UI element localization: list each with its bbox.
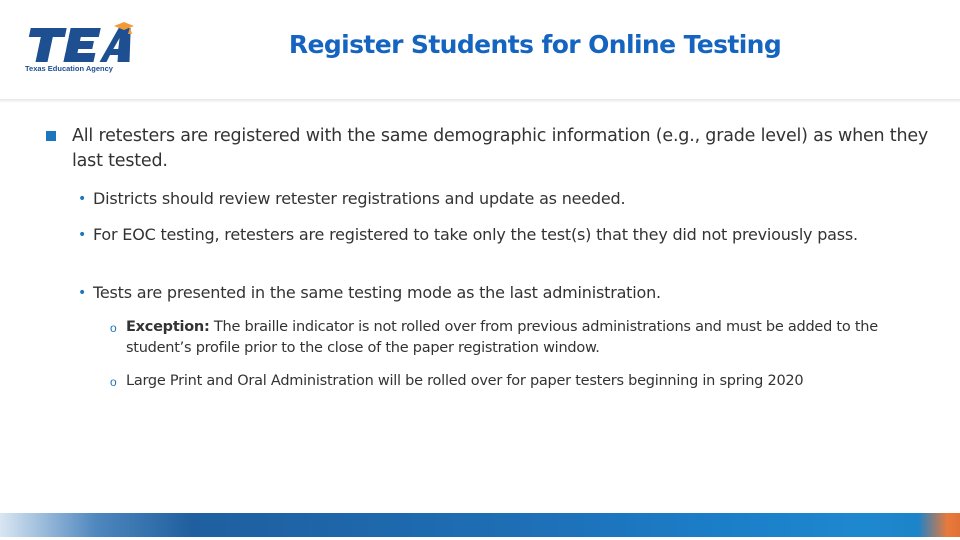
footer-orange-accent <box>918 513 960 537</box>
bullet-dot-icon: • <box>78 285 87 301</box>
bullet-dot-icon: • <box>78 191 87 207</box>
bullet-level1: All retesters are registered with the same demographic information (e.g., grade level) as when they last tested. <box>72 126 929 171</box>
sub-bullet-text: Districts should review retester registrations and update as needed. <box>93 189 626 208</box>
page-title: Register Students for Online Testing <box>288 30 782 59</box>
sub-sub-bullet-text: Large Print and Oral Administration will be rolled over for paper testers beginning in spring 2020 <box>126 373 804 389</box>
exception-label: Exception: <box>126 319 210 335</box>
bullet-dot-icon: • <box>78 227 87 243</box>
logo-subtitle: Texas Education Agency <box>25 64 113 73</box>
footer-blue-band <box>0 513 960 537</box>
circle-bullet-icon: o <box>110 321 117 335</box>
sub-bullet-text: For EOC testing, retesters are registered to take only the test(s) that they did not previously pass. <box>93 225 858 244</box>
square-bullet-icon <box>46 131 56 141</box>
exception-text: The braille indicator is not rolled over from previous administrations and must be added to the student’s profile prior to the close of the paper registration window. <box>126 319 878 356</box>
sub-bullet-text: Tests are presented in the same testing mode as the last administration. <box>93 283 661 302</box>
footer-gradient-bar <box>0 510 960 540</box>
sub-sub-bullet-text <box>126 317 916 359</box>
circle-bullet-icon: o <box>110 375 117 389</box>
